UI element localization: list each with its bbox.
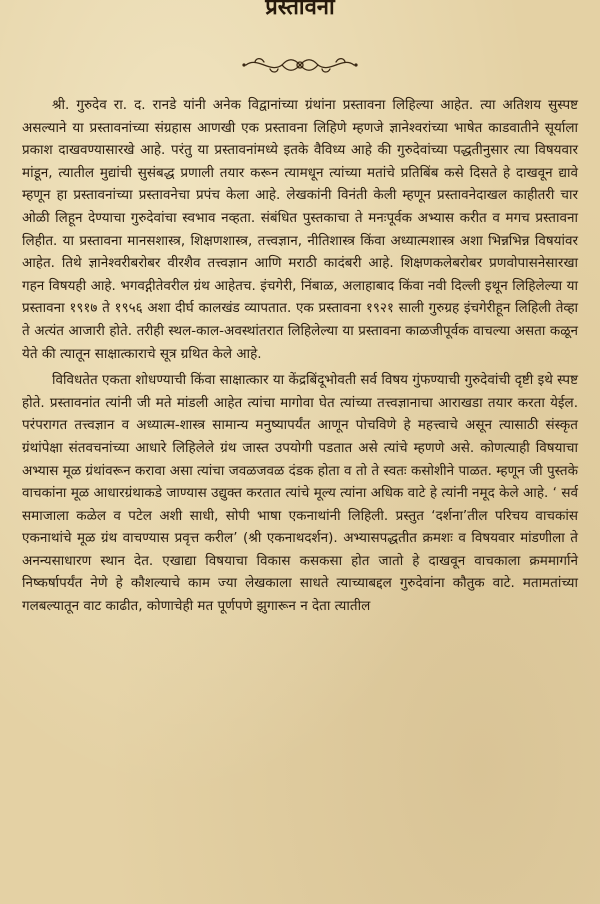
body-text — [22, 94, 578, 618]
page-title: प्रस्तावना — [265, 0, 335, 20]
paragraph-2: विविधतेत एकता शोधण्याची किंवा साक्षात्कार या केंद्रबिंदूभोवती सर्व विषय गुंफण्याची गुरुदेवांची दृष्टी इथे स्पष्ट होते. प्रस्तावनांत त्यांनी जी मते मांडली आहेत त्यांचा मागोवा घेत त्यांच्या तत्त्वज्ञानाचा आराखडा तयार करता येईल. परंपरागत तत्त्वज्ञान व अध्यात्म-शास्त्र सामान्य मनुष्यापर्यंत आणून पोचविणे हे महत्त्वाचे असून त्यासाठी संस्कृत ग्रंथांपेक्षा संतवचनांच्या आधारे लिहिलेले ग्रंथ जास्त उपयोगी पडतात असे त्यांचे म्हणणे असे. कोणत्याही विषयाचा अभ्यास मूळ ग्रंथांवरून करावा असा त्यांचा जवळजवळ दंडक होता व तो ते स्वतः कसोशीने पाळत. म्हणून जी पुस्तके वाचकांना मूळ आधारग्रंथाकडे जाण्यास उद्युक्त करतात त्यांचे मूल्य त्यांना अधिक वाटे हे त्यांनी नमूद केले आहे. ‘ सर्व समाजाला कळेल व पटेल अशी साधी, सोपी भाषा एकनाथांनी लिहिली. प्रस्तुत ‘दर्शना’तील परिचय वाचकांस एकनाथांचे मूळ ग्रंथ वाचण्यास प्रवृत्त करील’ (श्री एकनाथदर्शन). अभ्यासपद्धतीत क्रमशः व विषयवार मांडणीला ते अनन्यसाधारण स्थान देत. एखाद्या विषयाचा विकास कसकसा होत जातो हे दाखवून वाचकाला क्रममार्गाने निष्कर्षापर्यंत नेणे हे कौशल्याचे काम ज्या लेखकाला साधते त्याच्याबद्दल गुरुदेवांना कौतुक वाटे. मतामतांच्या गलबल्यातून वाट काढीत, कोणाचेही मत पूर्णपणे झुगारून न देता त्यातील — [22, 372, 578, 615]
floral-divider-icon — [240, 52, 360, 78]
paragraph-1: श्री. गुरुदेव रा. द. रानडे यांनी अनेक विद्वानांच्या ग्रंथांना प्रस्तावना लिहिल्या आहेत. त्या अतिशय सुस्पष्ट असल्याने या प्रस्तावनांच्या संग्रहास आणखी एक प्रस्तावना लिहिणे म्हणजे ज्ञानेश्वरांच्या भाषेत काडवातीने सूर्याला प्रकाश दाखवण्यासारखे आहे. परंतु या प्रस्तावनांमध्ये इतके वैविध्य आहे की गुरुदेवांच्या पद्धतीनुसार त्या विषयवार मांडून, त्यातील मुद्यांची सुसंबद्ध प्रणाली तयार करून त्यामधून त्यांच्या मतांचे प्रतिबिंब कसे दिसते हे दाखवून द्यावे म्हणून हा प्रस्तावनांच्या प्रस्तावनेचा प्रपंच केला आहे. लेखकांनी विनंती केली म्हणून प्रस्तावनेदाखल काहीतरी चार ओळी लिहून देण्याचा गुरुदेवांचा स्वभाव नव्हता. संबंधित पुस्तकाचा ते मनःपूर्वक अभ्यास करीत व मगच प्रस्तावना लिहीत. या प्रस्तावना मानसशास्त्र, शिक्षणशास्त्र, तत्त्वज्ञान, नीतिशास्त्र किंवा अध्यात्मशास्त्र अशा भिन्नभिन्न विषयांवर आहेत. तिथे ज्ञानेश्वरीबरोबर वीरशैव तत्त्वज्ञान आणि मराठी कादंबरी आहे. शिक्षणकलेबरोबर प्रणवोपासनेसारखा गहन विषयही आहे. भगवद्गीतेवरील ग्रंथ आहेतच. इंचगेरी, निंबाळ, अलाहाबाद किंवा नवी दिल्ली इथून लिहिलेल्या या प्रस्तावना १९१७ ते १९५६ अशा दीर्घ कालखंड व्यापतात. एक प्रस्तावना १९२१ साली गुरुग्रह इंचगेरीहून लिहिली तेव्हा ते अत्यंत आजारी होते. तरीही स्थल-काल-अवस्थांतरात लिहिलेल्या या प्रस्तावना काळजीपूर्वक वाचल्या असता कळून येते की त्यातून साक्षात्काराचे सूत्र ग्रथित केले आहे. — [22, 97, 578, 362]
